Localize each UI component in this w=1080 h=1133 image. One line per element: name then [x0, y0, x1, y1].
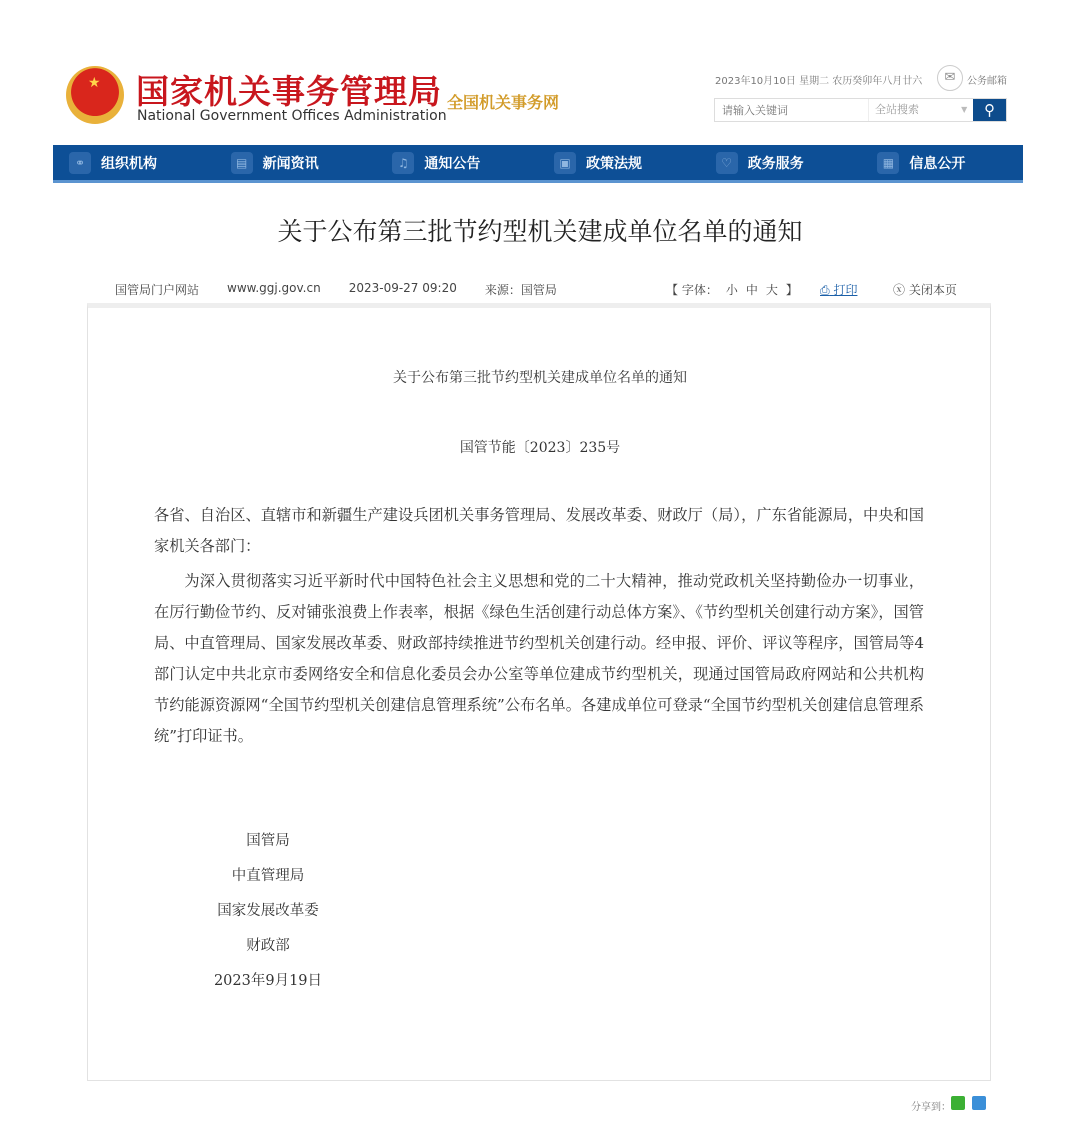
nav-item-service[interactable] — [700, 145, 862, 180]
org-icon: ⚭ — [69, 152, 91, 174]
chevron-down-icon: ▼ — [961, 105, 968, 114]
printer-icon: ⎙ — [820, 283, 830, 297]
wechat-icon[interactable] — [951, 1096, 965, 1110]
font-medium-button[interactable]: 中 — [745, 283, 758, 297]
nav-label: 信息公开 — [909, 155, 966, 172]
search-scope-value: 全站搜索 — [874, 103, 919, 116]
search-bar — [714, 98, 1007, 122]
signer: 中直管理局 — [231, 868, 305, 884]
mail-icon[interactable]: ✉ — [937, 65, 963, 91]
close-label: 关闭本页 — [908, 283, 957, 297]
print-label: 打印 — [833, 283, 858, 297]
print-button[interactable] — [820, 281, 857, 298]
mail-link[interactable]: 公务邮箱 — [967, 76, 1007, 87]
share-label: 分享到： — [911, 1102, 951, 1113]
nav-label: 新闻资讯 — [262, 155, 319, 172]
news-icon: ▤ — [231, 152, 253, 174]
logo-title[interactable]: 国家机关事务管理局 — [136, 72, 442, 111]
qzone-icon[interactable] — [972, 1096, 986, 1110]
nav-item-info[interactable] — [861, 145, 1023, 180]
font-small-button[interactable]: 小 — [725, 283, 738, 297]
meta-datetime: 2023-09-27 09:20 — [348, 281, 457, 295]
main-nav — [53, 145, 1023, 183]
document-date: 2023年9月19日 — [213, 973, 323, 989]
nav-label: 政务服务 — [747, 155, 804, 172]
meta-site: 国管局门户网站 — [115, 283, 200, 297]
site-name[interactable]: 全国机关事务网 — [447, 93, 560, 112]
heart-icon: ♡ — [716, 152, 738, 174]
nav-item-news[interactable] — [215, 145, 377, 180]
search-icon: ⚲ — [984, 101, 996, 119]
nav-item-notice[interactable] — [376, 145, 538, 180]
close-page-button[interactable] — [893, 281, 957, 298]
bell-icon: ♫ — [392, 152, 414, 174]
font-label: 【 字体： — [666, 283, 718, 297]
search-scope-select[interactable] — [869, 99, 973, 121]
nav-label: 政策法规 — [586, 155, 643, 172]
font-large-button[interactable]: 大 — [765, 283, 778, 297]
close-icon: ⓧ — [893, 283, 906, 297]
logo-english: National Government Offices Administration — [137, 108, 447, 124]
document-title: 关于公布第三批节约型机关建成单位名单的通知 — [393, 370, 687, 386]
page-title: 关于公布第三批节约型机关建成单位名单的通知 — [277, 217, 803, 246]
nav-item-policy[interactable] — [538, 145, 700, 180]
signer: 财政部 — [246, 938, 290, 954]
info-icon: ▦ — [877, 152, 899, 174]
document-addressee: 各省、自治区、直辖市和新疆生产建设兵团机关事务管理局、发展改革委、财政厅（局），广东省能源局，中央和国家机关各部门： — [154, 506, 924, 555]
nav-label: 组织机构 — [101, 155, 157, 172]
search-input[interactable] — [715, 99, 869, 121]
font-bracket: 】 — [785, 283, 798, 297]
search-button[interactable] — [973, 99, 1006, 121]
meta-url: www.ggj.gov.cn — [227, 281, 321, 295]
signer: 国管局 — [246, 833, 290, 849]
nav-item-org[interactable] — [53, 145, 215, 180]
national-emblem-logo: ★ — [66, 66, 124, 124]
nav-label: 通知公告 — [424, 155, 481, 172]
document-body: 为深入贯彻落实习近平新时代中国特色社会主义思想和党的二十大精神，推动党政机关坚持勤俭办一切事业，在厉行勤俭节约、反对铺张浪费上作表率，根据《绿色生活创建行动总体方案》、《节约型机关创建行动方案》，国管局、中直管理局、国家发展改革委、财政部持续推进节约型机关创建行动。经申报、评价、评议等程序，国管局等4部门认定中共北京市委网络安全和信息化委员会办公室等单位建成节约型机关，现通过国管局政府网站和公共机构节约能源资源网“全国节约型机关创建信息管理系统”公布名单。各建成单位可登录“全国节约型机关创建信息管理系统”打印证书。 — [154, 572, 924, 745]
document-number: 国管节能〔2023〕235号 — [459, 440, 621, 456]
current-date: 2023年10月10日 星期二 农历癸卯年八月廿六 — [715, 76, 923, 87]
policy-icon: ▣ — [554, 152, 576, 174]
article-meta — [115, 281, 557, 298]
signer: 国家发展改革委 — [217, 903, 319, 919]
font-size-control — [666, 281, 798, 298]
meta-source: 来源：国管局 — [484, 283, 557, 297]
